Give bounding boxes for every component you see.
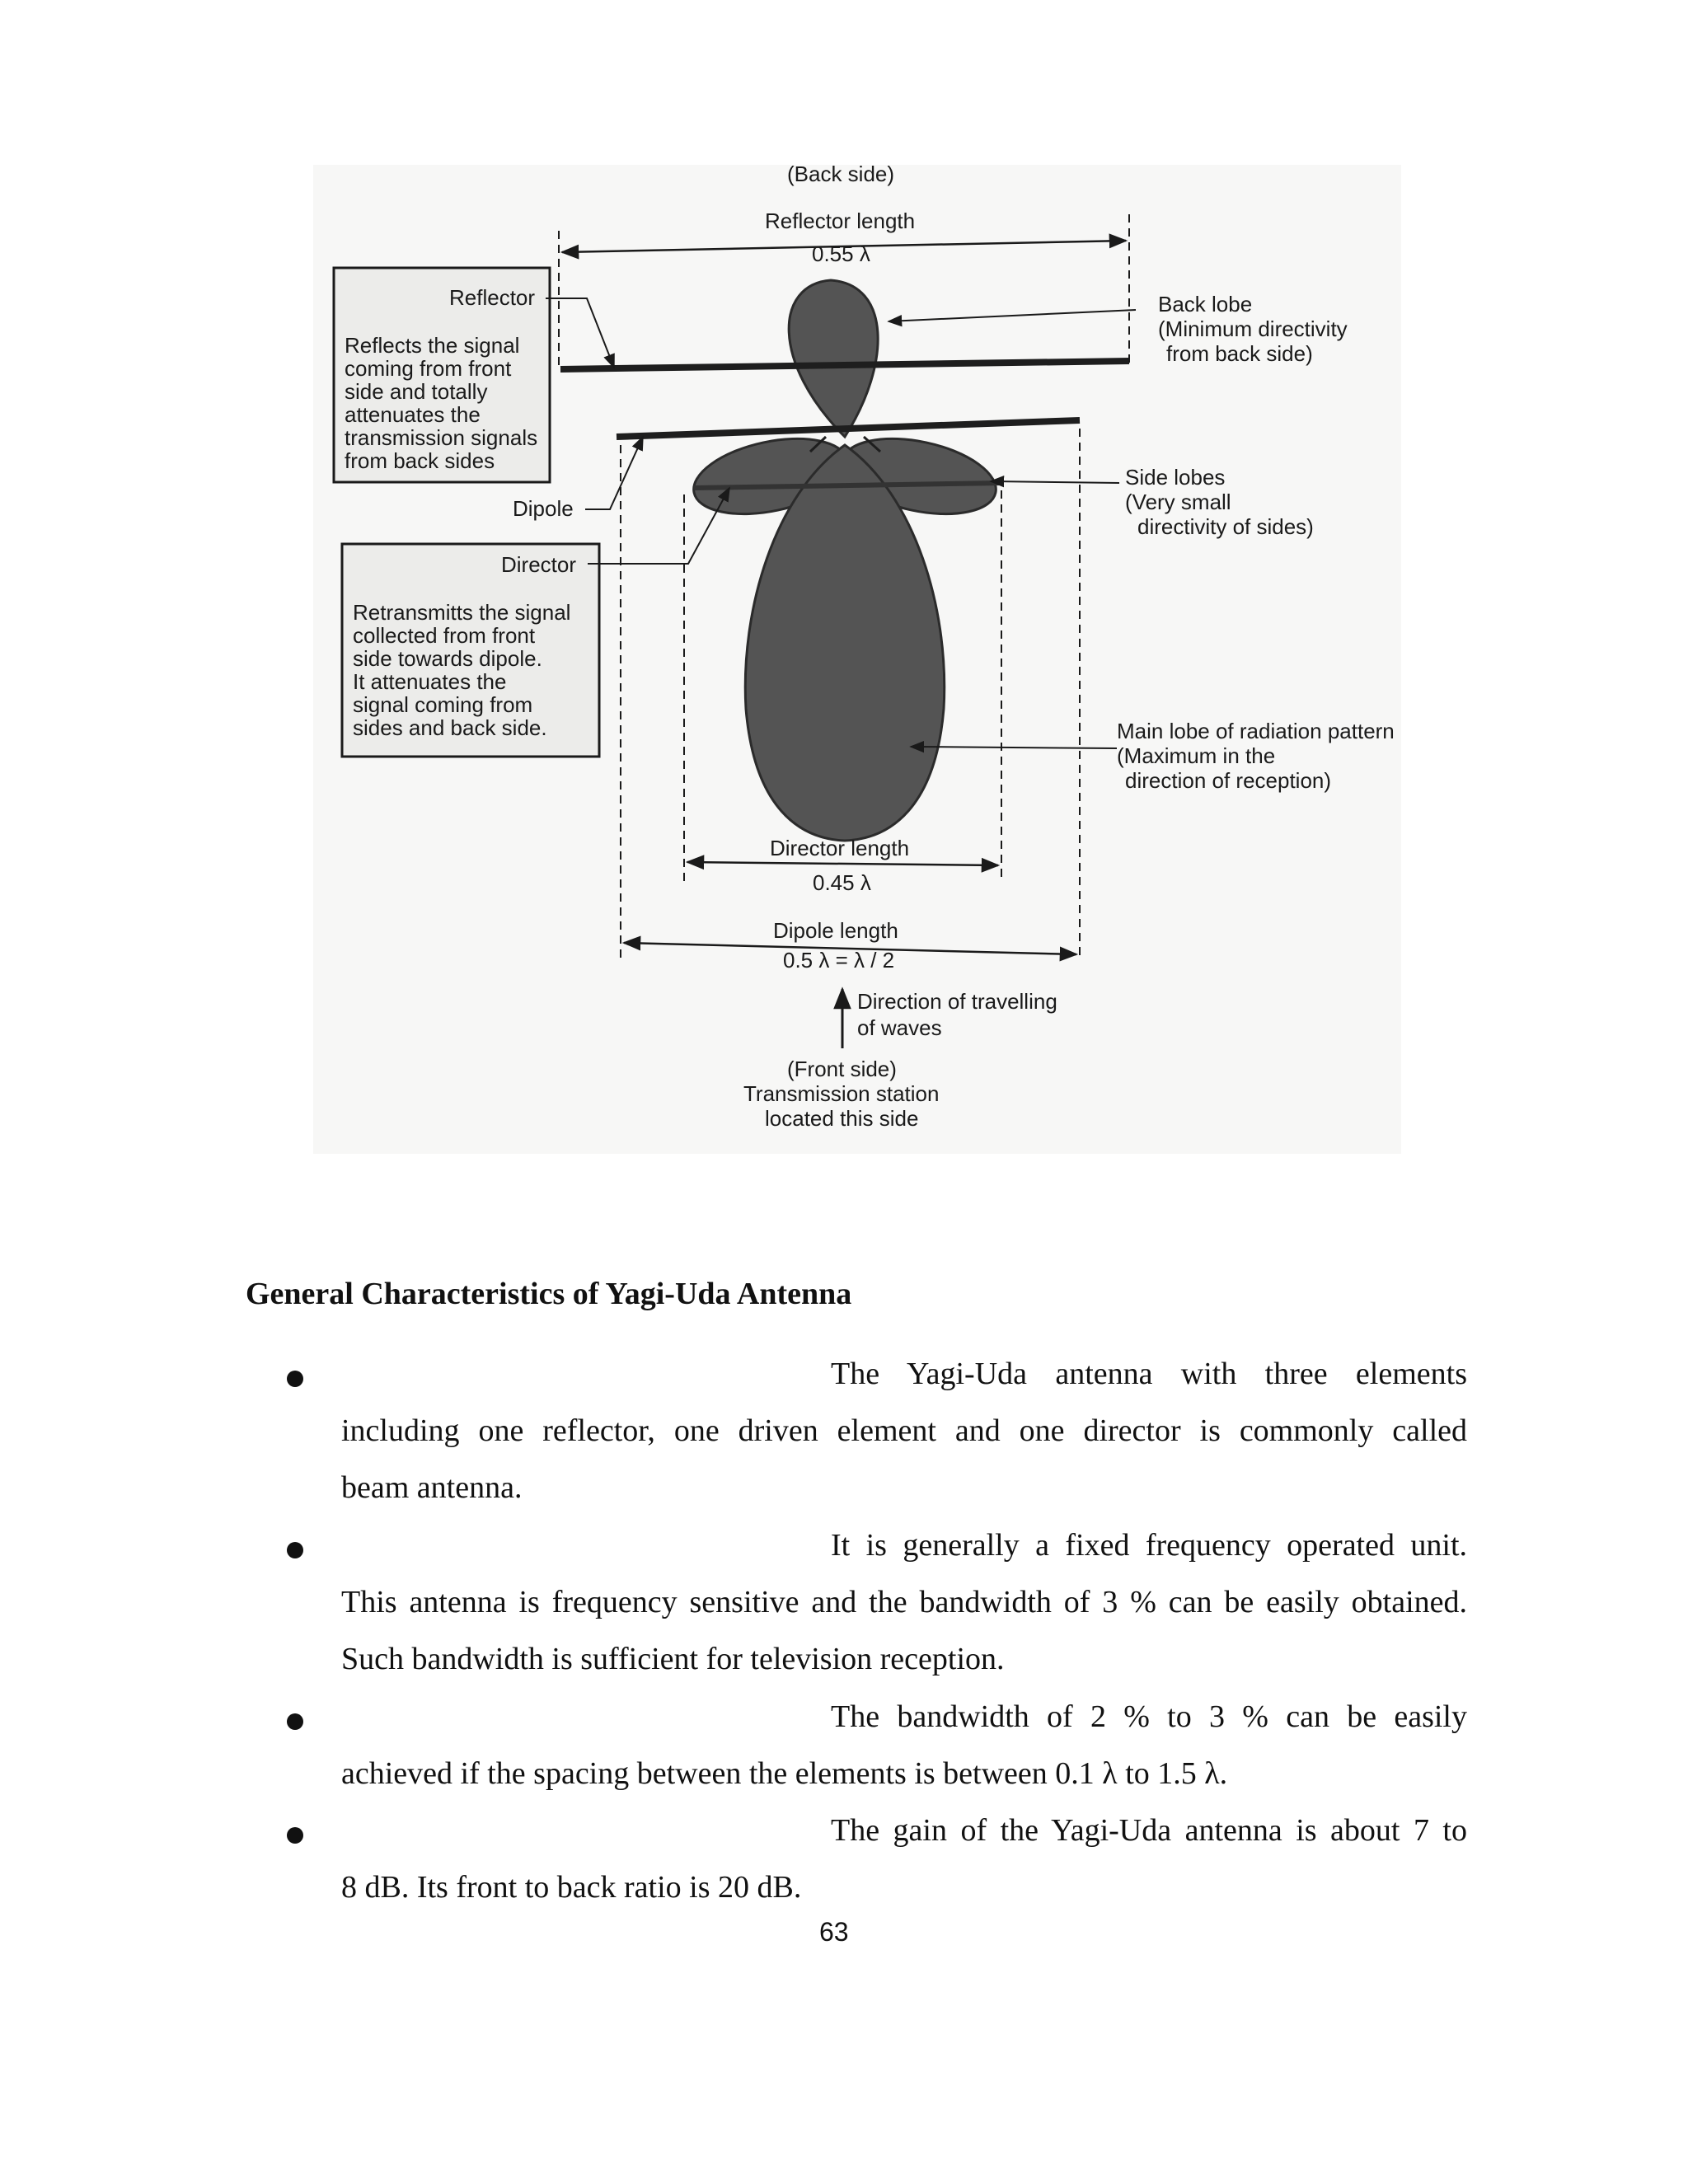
bullet-last-line: Such bandwidth is sufficient for television reception. — [341, 1642, 1005, 1676]
direction-label-2: of waves — [857, 1015, 942, 1040]
back-lobe-label-3: from back side) — [1166, 341, 1313, 366]
svg-text:Director: Director — [501, 552, 577, 577]
svg-text:coming from front: coming from front — [345, 356, 512, 381]
front-side-3: located this side — [765, 1106, 919, 1131]
svg-text:It attenuates the: It attenuates the — [353, 669, 507, 694]
dipole-leader — [585, 437, 643, 509]
bullet-line: This antenna is frequency sensitive and the bandwidth of 3 % can be easily obtained. — [341, 1585, 1467, 1619]
back-lobe-label-2: (Minimum directivity — [1158, 316, 1348, 341]
page-number: 63 — [819, 1917, 849, 1947]
dipole-label: Dipole — [513, 496, 574, 521]
bullet-line: including one reflector, one driven element and one director is commonly called — [341, 1413, 1467, 1448]
svg-text:Reflector: Reflector — [449, 285, 536, 310]
bullet-icon — [287, 1827, 303, 1844]
direction-label-1: Direction of travelling — [857, 989, 1057, 1014]
main-lobe-label-2: (Maximum in the — [1117, 743, 1276, 768]
director-length-arrow — [687, 862, 998, 865]
yagi-uda-diagram — [313, 165, 1401, 1154]
director-length-value: 0.45 λ — [813, 870, 871, 895]
svg-text:Reflects the signal: Reflects the signal — [345, 333, 520, 358]
bullet-last-line: achieved if the spacing between the elements is between 0.1 λ to 1.5 λ. — [341, 1756, 1228, 1791]
svg-text:Retransmitts the signal: Retransmitts the signal — [353, 600, 571, 625]
main-lobe-label-1: Main lobe of radiation pattern — [1117, 719, 1395, 743]
side-lobes-label-1: Side lobes — [1125, 465, 1226, 490]
director-callout — [342, 544, 599, 757]
front-side-2: Transmission station — [743, 1081, 940, 1106]
back-side-label: (Back side) — [787, 165, 895, 186]
svg-text:collected from front: collected from front — [353, 623, 536, 648]
bullet-first-line: It is generally a fixed frequency operated unit. — [831, 1528, 1467, 1563]
svg-text:side towards dipole.: side towards dipole. — [353, 646, 542, 671]
side-lobes-label-3: directivity of sides) — [1137, 514, 1314, 539]
svg-text:attenuates the: attenuates the — [345, 402, 481, 427]
dipole-length-value: 0.5 λ = λ / 2 — [783, 948, 895, 972]
bullet-last-line: beam antenna. — [341, 1470, 523, 1505]
back-lobe-leader — [889, 310, 1136, 321]
reflector-leader — [546, 298, 614, 368]
bullet-first-line: The bandwidth of 2 % to 3 % can be easily — [831, 1699, 1467, 1734]
svg-text:sides and back side.: sides and back side. — [353, 715, 547, 740]
back-lobe — [789, 280, 878, 437]
reflector-element — [560, 361, 1129, 369]
back-lobe-label-1: Back lobe — [1158, 292, 1253, 316]
director-length-label: Director length — [770, 836, 910, 860]
side-lobes-label-2: (Very small — [1125, 490, 1231, 514]
svg-text:from back sides: from back sides — [345, 448, 495, 473]
main-lobe-label-3: direction of reception) — [1125, 768, 1332, 793]
side-lobes-leader — [991, 481, 1119, 483]
bullet-icon — [287, 1371, 303, 1387]
section-heading: General Characteristics of Yagi-Uda Antenna — [246, 1277, 852, 1311]
svg-text:signal coming from: signal coming from — [353, 692, 533, 717]
reflector-callout — [334, 268, 550, 482]
reflector-length-value: 0.55 λ — [812, 241, 870, 266]
bullet-last-line: 8 dB. Its front to back ratio is 20 dB. — [341, 1870, 802, 1905]
main-lobe-leader — [911, 747, 1117, 748]
svg-text:transmission signals: transmission signals — [345, 425, 538, 450]
front-side-1: (Front side) — [787, 1057, 897, 1081]
bullet-icon — [287, 1713, 303, 1730]
bullet-first-line: The Yagi-Uda antenna with three elements — [831, 1357, 1467, 1391]
dipole-length-label: Dipole length — [773, 918, 898, 943]
bullet-first-line: The gain of the Yagi-Uda antenna is about 7 to — [831, 1813, 1467, 1848]
reflector-length-label: Reflector length — [765, 209, 916, 233]
svg-text:side and totally: side and totally — [345, 379, 488, 404]
bullet-icon — [287, 1542, 303, 1558]
